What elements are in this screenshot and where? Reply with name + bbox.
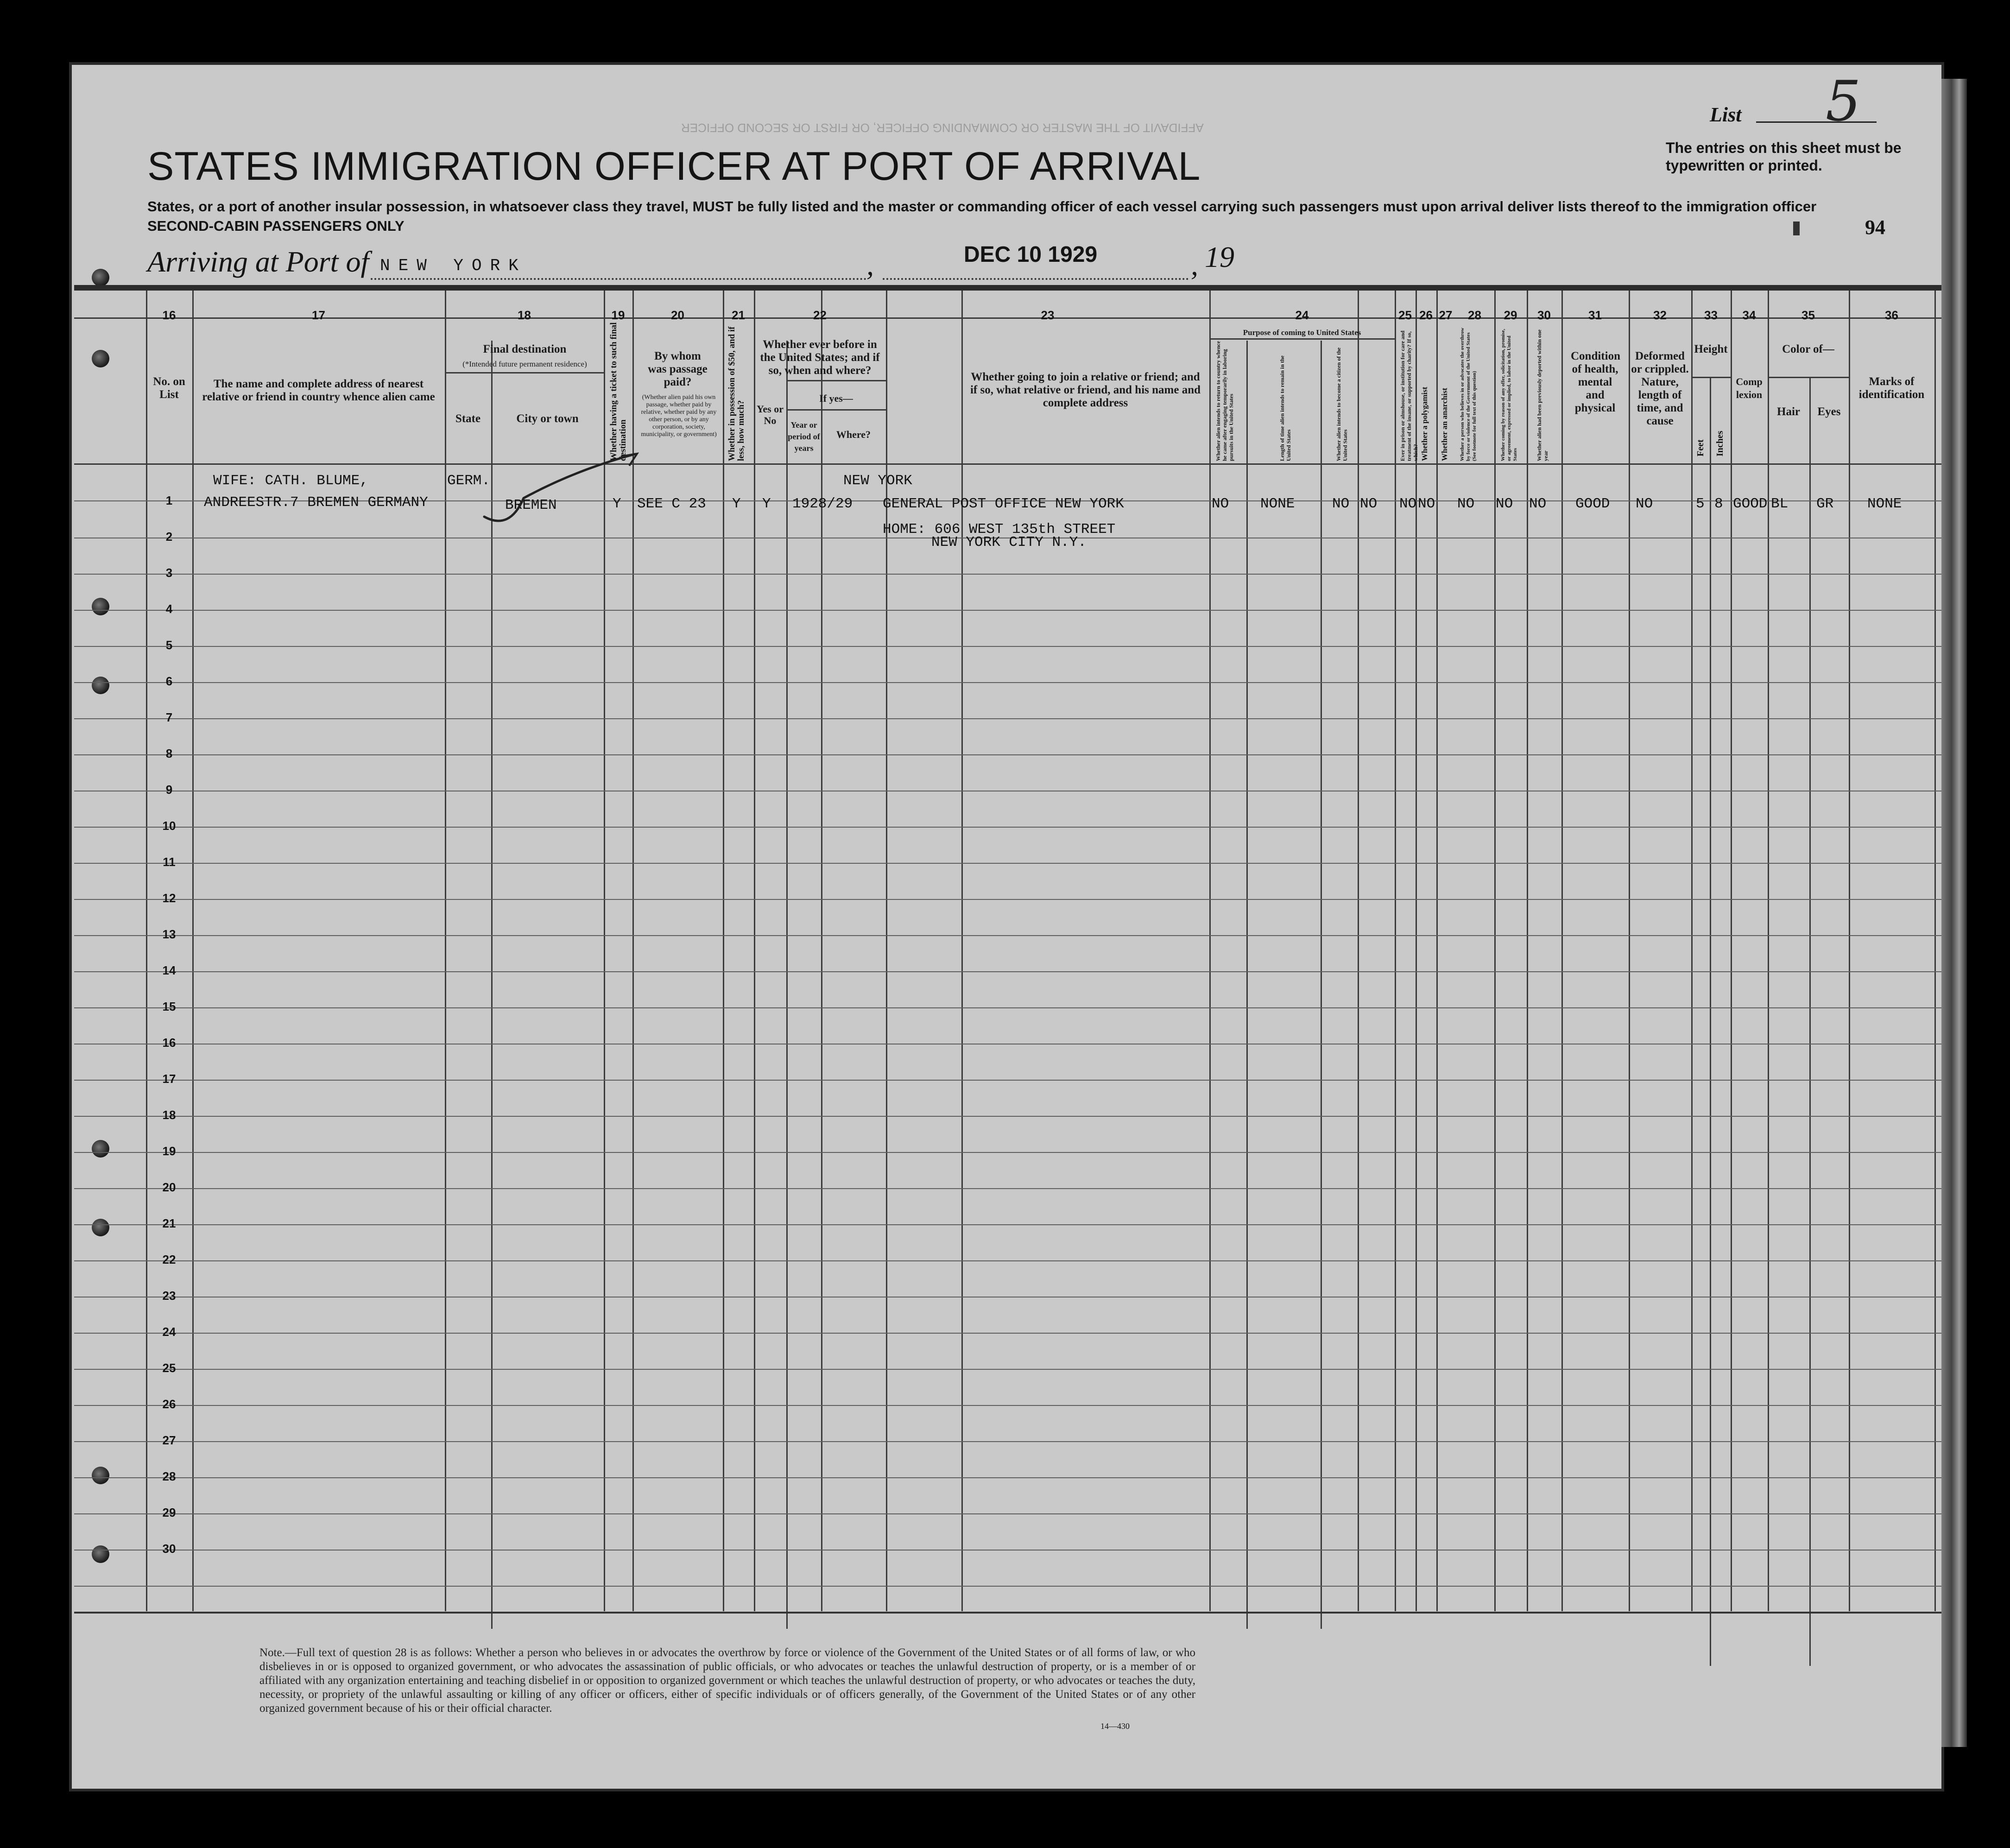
column-divider	[1809, 378, 1811, 1666]
column-divider	[1731, 291, 1732, 1611]
arrival-date-stamp: DEC 10 1929	[964, 242, 1098, 267]
column-header-fifty-dollars: Whether in possession of $50, and if less, how much?	[727, 326, 746, 461]
row-rule	[74, 682, 1941, 683]
column-header-marks: Marks of identification	[1858, 375, 1925, 401]
row-rule	[74, 718, 1941, 719]
column-header-purpose: Purpose of coming to United States	[1243, 328, 1361, 337]
column-header-if-yes: If yes—	[819, 392, 853, 404]
column-divider	[445, 291, 446, 1611]
footnote-question-28: Note.—Full text of question 28 is as follows: Whether a person who believes in or advocates the overthrow by force or violence of the Government of the United States or of all forms of law, or who disbelieves in or is opposed to organized government, or who advocates the assassination of public officials, or who advocates or teaches the unlawful destruction of property, or is a member of or affiliated with any organization entertaining and teaching disbelief in or opposition to organized government or which teaches the unlawful destruction of property, or who advocates or teaches the duty, necessity, or propriety of the unlawful assaulting or killing of any officer or officers, either of specific individuals or of officers generally, of the Government of the United States or of any other organized government because of his or their official character.	[259, 1646, 1195, 1715]
column-divider	[1768, 291, 1769, 1611]
row-rule	[74, 971, 1941, 972]
arriving-label: Arriving at Port of	[147, 245, 369, 278]
column-header-before-us: Whether ever before in the United States; and if so, when and where?	[760, 338, 880, 377]
column-divider	[146, 291, 147, 1611]
column-divider	[1934, 291, 1936, 1611]
row-number: 12	[162, 891, 176, 905]
entry-join-line1: GENERAL POST OFFICE NEW YORK	[883, 496, 1124, 512]
row-rule	[74, 610, 1941, 611]
row-rule	[74, 1224, 1941, 1225]
row-rule	[74, 1116, 1941, 1117]
column-header-final-destination: Final destination	[483, 343, 567, 355]
row-rule	[74, 1188, 1941, 1189]
row-rule	[74, 1441, 1941, 1442]
cabin-class: SECOND-CABIN PASSENGERS ONLY	[147, 218, 405, 234]
entry-passage-paid: SEE C 23	[637, 496, 706, 512]
entry-relative-line1: WIFE: CATH. BLUME,	[213, 473, 368, 489]
column-header-deported: Whether alien had been previously deported within one year	[1536, 329, 1549, 461]
date-comma: ,	[1191, 248, 1198, 281]
column-divider	[786, 341, 788, 1629]
row-number: 29	[162, 1506, 176, 1519]
row-rule	[74, 1333, 1941, 1334]
row-number: 2	[165, 530, 173, 544]
column-header-deformed: Deformed or crippled. Nature, length of time, and cause	[1631, 350, 1689, 427]
manifest-table	[74, 285, 1941, 1613]
entry-deported: NO	[1529, 496, 1547, 512]
column-header-length-stay: Length of time alien intends to remain in the United States	[1279, 355, 1292, 461]
entry-polygamist: NO	[1399, 496, 1417, 512]
column-number: 29	[1504, 308, 1517, 322]
column-header-color-of: Color of—	[1782, 343, 1834, 355]
column-header-state: State	[455, 412, 481, 425]
row-number: 1	[165, 494, 173, 507]
row-number: 15	[162, 1000, 176, 1013]
entry-join-line3: NEW YORK CITY N.Y.	[931, 534, 1087, 551]
port-value: NEW YORK	[380, 256, 527, 275]
entry-ticket: Y	[613, 496, 621, 512]
row-number: 14	[162, 963, 176, 977]
column-number: 17	[312, 308, 325, 322]
column-number: 21	[732, 308, 745, 322]
header-subrule	[786, 380, 886, 381]
column-number: 16	[162, 308, 176, 322]
table-bottom-rule	[74, 1612, 1941, 1614]
row-number: 21	[162, 1216, 176, 1230]
row-rule	[74, 1586, 1941, 1587]
header-subrule	[1691, 377, 1731, 378]
column-header-complexion: Complexion	[1736, 376, 1763, 400]
column-number: 34	[1742, 308, 1756, 322]
row-number: 22	[162, 1253, 176, 1266]
row-rule	[74, 1550, 1941, 1551]
column-number: 23	[1041, 308, 1055, 322]
row-number: 27	[162, 1433, 176, 1447]
column-divider	[1321, 341, 1322, 1629]
row-rule	[74, 646, 1941, 647]
column-number: 25	[1398, 308, 1412, 322]
row-number: 6	[165, 674, 173, 688]
row-number: 26	[162, 1397, 176, 1411]
column-divider	[723, 291, 724, 1611]
entry-health: GOOD	[1575, 496, 1610, 512]
column-header-prison: Ever in prison or almshouse, or institution for care and treatment of the insane, or supported by charity? If so, which?	[1399, 330, 1419, 461]
entry-inches: 8	[1714, 496, 1723, 512]
port-comma: ,	[866, 248, 874, 281]
column-divider	[1527, 291, 1528, 1611]
column-divider	[1849, 291, 1850, 1611]
row-number: 25	[162, 1361, 176, 1375]
column-header-citizen: Whether alien intends to become a citizen of the United States	[1335, 347, 1348, 461]
entries-note: The entries on this sheet must be typewritten or printed.	[1666, 139, 1902, 174]
column-header-return-intent: Whether alien intends to return to country whence he came after engaging temporarily in laboring pursuits in the United States	[1215, 341, 1234, 461]
column-divider	[1691, 291, 1693, 1611]
entry-marks: NONE	[1867, 496, 1902, 512]
page-mark	[1793, 222, 1800, 235]
column-header-inches: Inches	[1715, 430, 1725, 456]
column-number: 35	[1801, 308, 1815, 322]
entry-hair: BL	[1771, 496, 1789, 512]
column-divider	[1629, 291, 1630, 1611]
header-subrule	[445, 372, 604, 373]
page-title: STATES IMMIGRATION OFFICER AT PORT OF ARRIVAL	[147, 144, 1201, 189]
entry-where: NEW YORK	[843, 473, 912, 489]
bleed-through-text: AFFIDAVIT OF THE MASTER OR COMMANDING OFFICER, OR FIRST OR SECOND OFFICER	[681, 121, 1204, 135]
column-header-overthrow: Whether a person who believes in or advocates the overthrow by force or violence of the Government of the United States (See footnote for full text of this question)	[1460, 327, 1477, 461]
row-rule	[74, 899, 1941, 900]
column-number: 26	[1419, 308, 1433, 322]
column-number: 24	[1295, 308, 1309, 322]
entry-deformed: NO	[1636, 496, 1653, 512]
entry-relative-line2: ANDREESTR.7 BREMEN GERMANY	[204, 494, 428, 511]
row-rule	[74, 1513, 1941, 1514]
row-rule	[74, 754, 1941, 755]
entry-anarchist: NO	[1418, 496, 1435, 512]
row-number: 3	[165, 566, 173, 580]
column-header-city: City or town	[516, 412, 579, 425]
date-underline	[883, 278, 1188, 280]
column-number: 20	[671, 308, 684, 322]
row-number: 19	[162, 1144, 176, 1158]
column-header-ticket: Whether having a ticket to such final destination	[609, 322, 628, 461]
column-divider	[1416, 291, 1417, 1611]
list-number: 5	[1826, 70, 1861, 134]
column-divider	[192, 291, 194, 1611]
column-number: 28	[1468, 308, 1481, 322]
row-rule	[74, 1477, 1941, 1478]
row-number: 20	[162, 1180, 176, 1194]
row-number: 7	[165, 710, 173, 724]
column-number: 32	[1653, 308, 1667, 322]
row-rule	[74, 1405, 1941, 1406]
entry-prison: NO	[1360, 496, 1378, 512]
row-number: 28	[162, 1469, 176, 1483]
column-number: 33	[1704, 308, 1718, 322]
column-header-eyes: Eyes	[1817, 405, 1841, 418]
row-number: 5	[165, 638, 173, 652]
entry-join-line2: HOME: 606 WEST 135th STREET	[883, 521, 1116, 538]
port-underline	[371, 278, 866, 280]
column-number: 18	[518, 308, 531, 322]
column-number: 27	[1439, 308, 1453, 322]
row-number: 24	[162, 1325, 176, 1339]
column-divider	[1494, 291, 1496, 1611]
row-number: 10	[162, 819, 176, 833]
row-rule	[74, 1007, 1941, 1008]
column-header-offer: Whether coming by reason of any offer, solicitation, promise, or agreement, expressed or implied, to labor in the United States	[1500, 329, 1518, 461]
header-subrule	[1209, 338, 1395, 340]
column-divider	[821, 291, 822, 1611]
column-header-anarchist: Whether an anarchist	[1440, 387, 1449, 461]
entry-state: GERM.	[447, 473, 491, 489]
column-divider	[1395, 291, 1396, 1611]
column-header-join-relative: Whether going to join a relative or friend; and if so, what relative or friend, and his name and complete address	[970, 371, 1201, 409]
list-underline	[1756, 121, 1877, 123]
column-number: 19	[611, 308, 625, 322]
entry-citizen: NO	[1332, 496, 1350, 512]
column-divider	[1246, 341, 1248, 1629]
row-number: 18	[162, 1108, 176, 1122]
column-divider	[754, 291, 755, 1611]
handwritten-check-mark	[482, 452, 676, 535]
row-number: 13	[162, 927, 176, 941]
column-header-polygamist: Whether a polygamist	[1420, 386, 1429, 461]
row-rule	[74, 935, 1941, 936]
form-code: 14—430	[1100, 1721, 1130, 1731]
row-number: 9	[165, 783, 173, 797]
column-number: 36	[1885, 308, 1898, 322]
row-number: 4	[165, 602, 173, 616]
entry-before-us: Y	[762, 496, 771, 512]
row-number: 8	[165, 747, 173, 760]
row-rule	[74, 1260, 1941, 1261]
column-number: 31	[1588, 308, 1602, 322]
row-rule	[74, 863, 1941, 864]
row-number: 17	[162, 1072, 176, 1086]
column-divider	[1436, 291, 1438, 1611]
page-number: 94	[1865, 216, 1885, 239]
column-divider	[1561, 291, 1563, 1611]
column-number: 22	[813, 308, 827, 322]
row-rule	[74, 827, 1941, 828]
row-rule	[74, 1080, 1941, 1081]
column-header-relative: The name and complete address of nearest relative or friend in country whence alien came	[202, 378, 435, 403]
header-subrule	[1768, 377, 1849, 378]
row-rule	[74, 1369, 1941, 1370]
row-rule	[74, 1152, 1941, 1153]
row-number: 30	[162, 1542, 176, 1556]
column-header-feet: Feet	[1695, 439, 1706, 456]
column-header-destination-note: (*Intended future permanent residence)	[462, 360, 587, 368]
column-header-no-on-list: No. on List	[153, 375, 185, 401]
column-divider	[961, 291, 963, 1611]
header-bottom-rule	[74, 463, 1941, 465]
entry-offer: NO	[1496, 496, 1513, 512]
column-header-height: Height	[1694, 343, 1728, 355]
row-number: 16	[162, 1036, 176, 1050]
entry-fifty-dollars: Y	[732, 496, 741, 512]
entry-length-stay: NONE	[1260, 496, 1295, 512]
column-header-where: Where?	[836, 429, 871, 440]
entry-eyes: GR	[1816, 496, 1834, 512]
entry-city: BREMEN	[505, 497, 557, 513]
column-header-health: Condition of health, mental and physical	[1571, 350, 1620, 414]
column-header-passage-paid: By whom was passage paid?	[648, 350, 708, 388]
table-top-rule	[74, 285, 1941, 291]
column-header-passage-note: (Whether alien paid his own passage, whether paid by relative, whether paid by any other person, or by any corporation, society, municipality, or government)	[641, 394, 717, 438]
column-divider	[1358, 291, 1359, 1611]
column-header-year: Year or period of years	[788, 420, 820, 453]
row-number: 23	[162, 1289, 176, 1303]
header-subrule	[786, 409, 886, 411]
column-header-hair: Hair	[1777, 405, 1800, 418]
year-prefix: 19	[1205, 240, 1234, 273]
entry-feet: 5	[1696, 496, 1705, 512]
list-label: List	[1710, 103, 1742, 126]
row-rule	[74, 574, 1941, 575]
column-header-yes-no: Yes or No	[756, 403, 784, 426]
stacked-pages-edge	[1941, 79, 1967, 1747]
entry-complexion: GOOD	[1733, 496, 1768, 512]
entry-year: 1928/29	[792, 496, 853, 512]
column-divider	[1209, 291, 1211, 1611]
column-number: 30	[1537, 308, 1551, 322]
column-divider	[1710, 378, 1711, 1666]
row-number: 11	[163, 855, 176, 869]
entry-return-intent: NO	[1212, 496, 1229, 512]
entry-overthrow: NO	[1457, 496, 1475, 512]
page-subtitle: States, or a port of another insular possession, in whatsoever class they travel, MUST be fully listed and the master or commanding officer of each vessel carrying such passengers must upon arrival deliver lists thereof to the immigration officer	[147, 198, 1817, 215]
binder-hole	[92, 269, 109, 286]
